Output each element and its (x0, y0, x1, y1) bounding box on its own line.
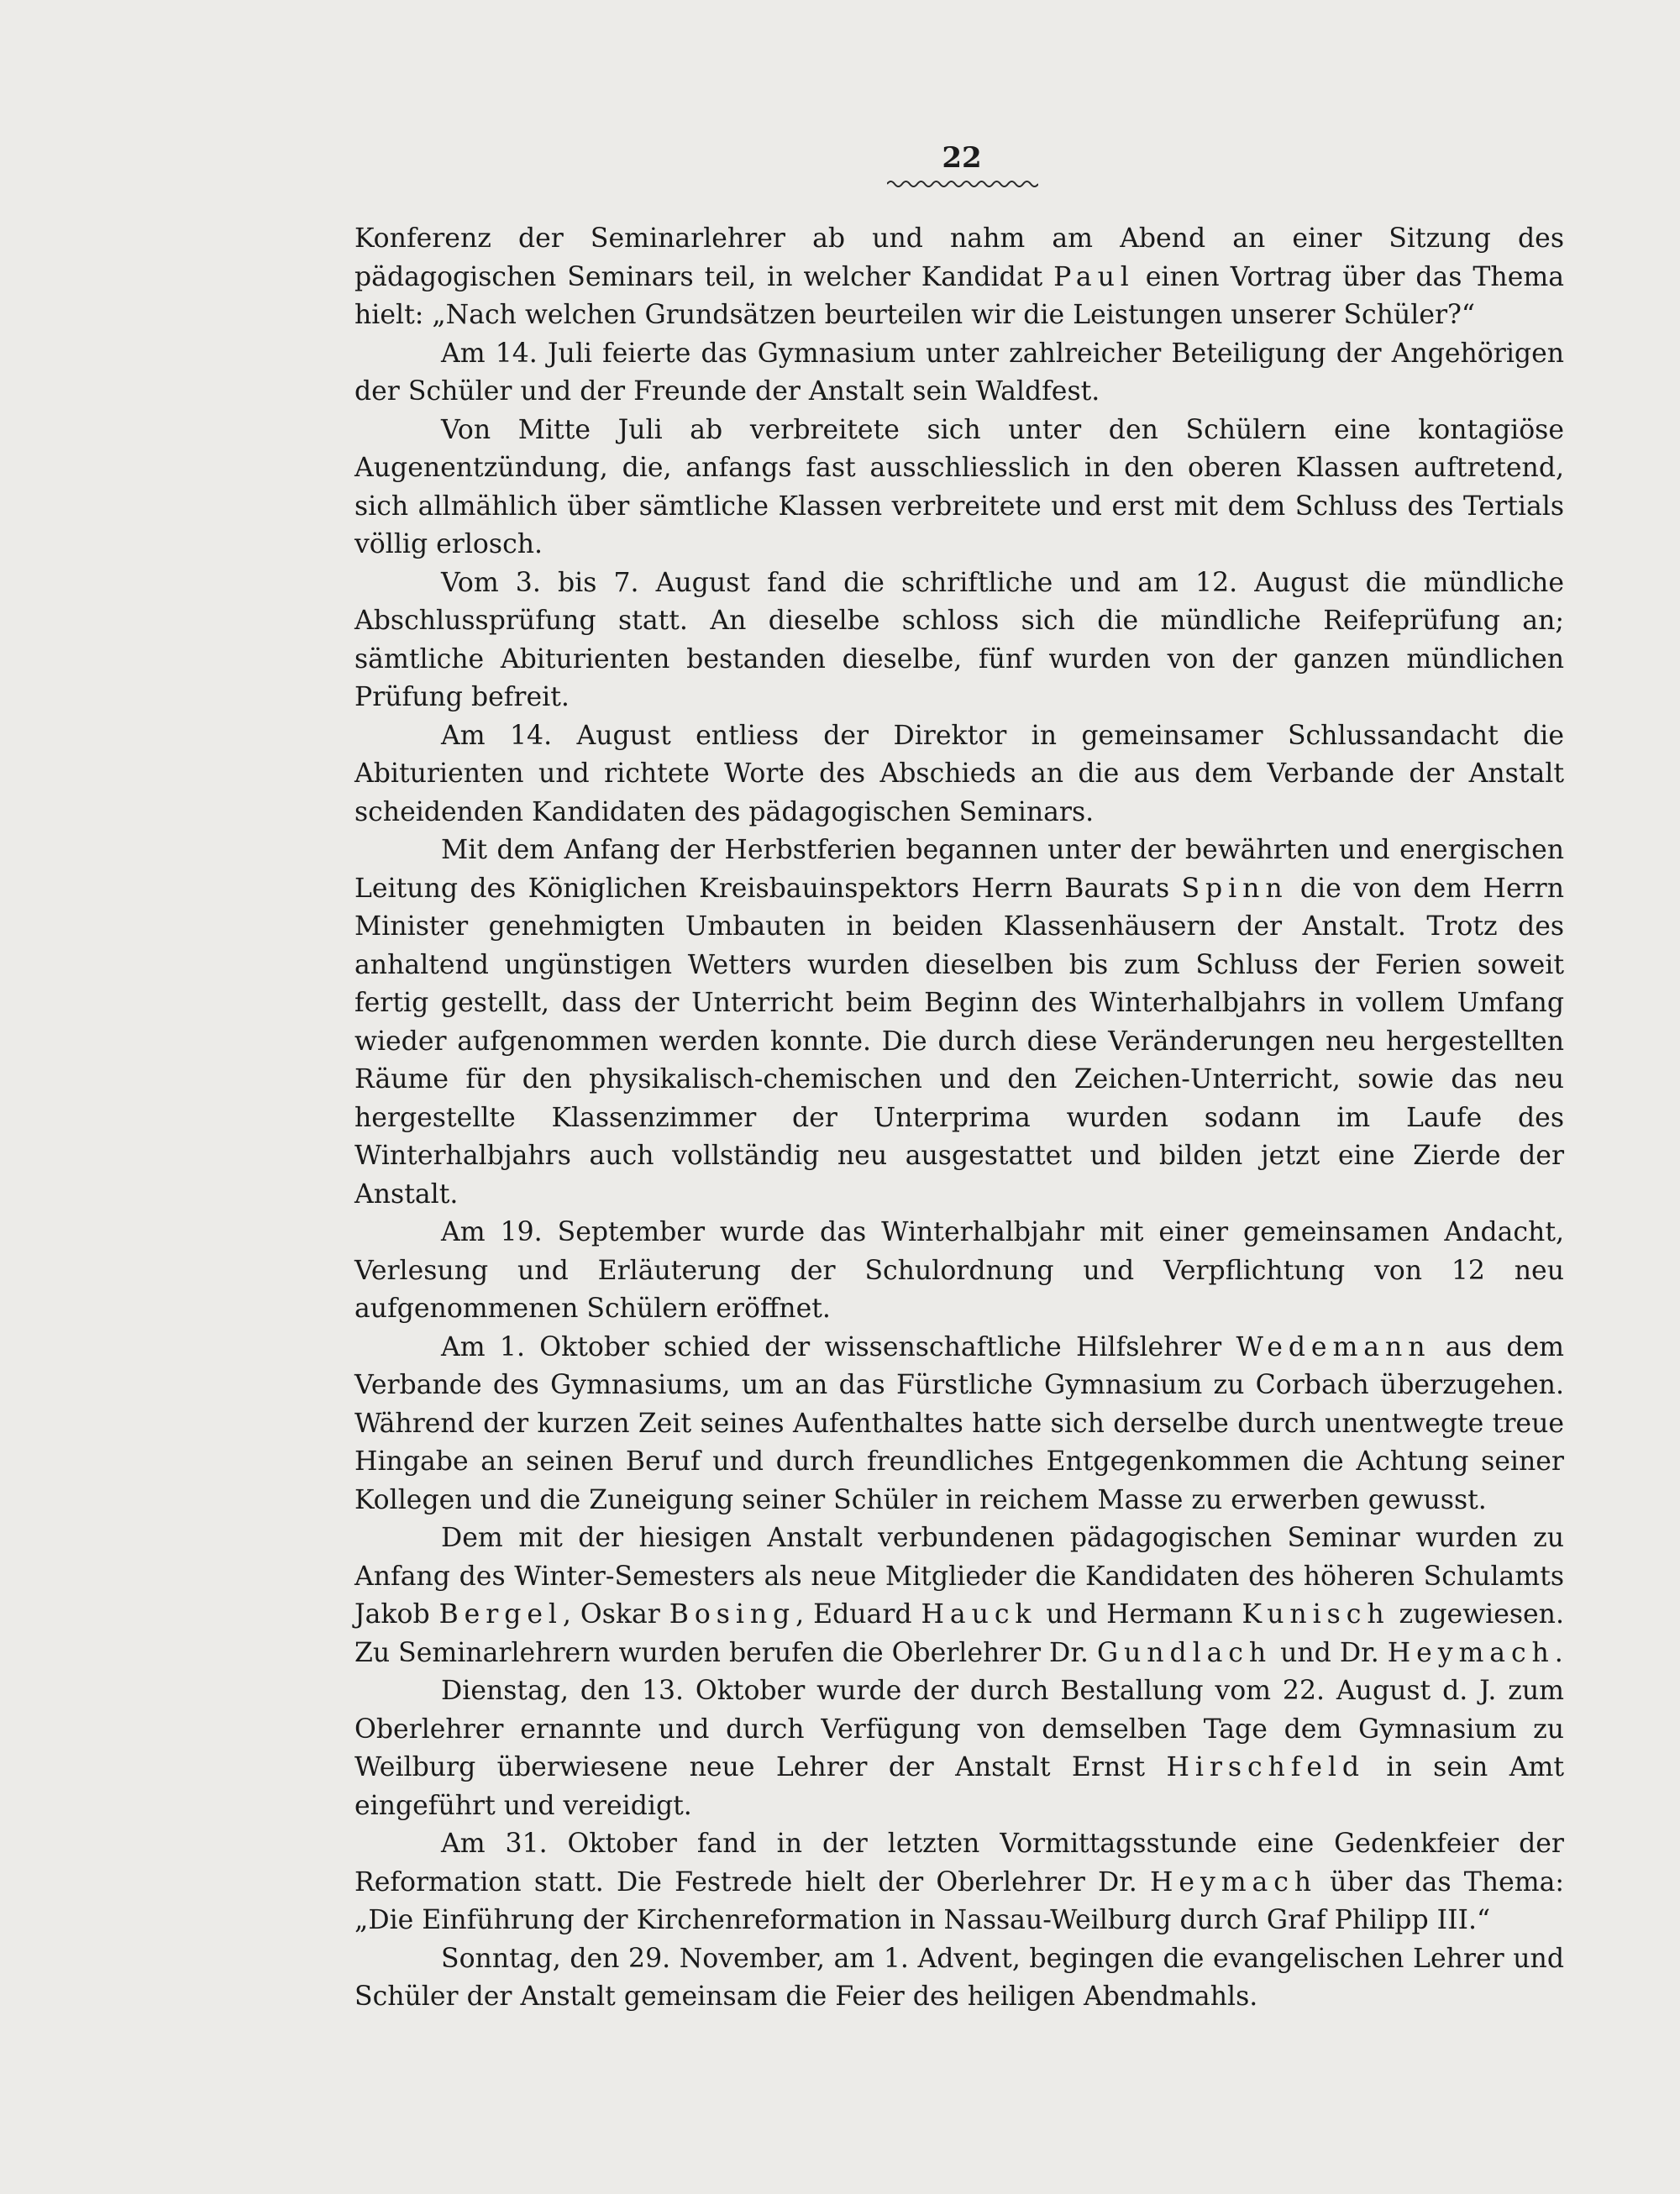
text-run: Am 1. Oktober schied der wissenschaftliche Hilfslehrer (441, 1331, 1236, 1362)
text-run: Am 31. Oktober fand in der letzten Vormittagsstunde eine Gedenkfeier der Reformation statt. Die Festrede hielt der Oberlehrer Dr. (354, 1829, 1564, 1897)
page-number-ornament (887, 178, 1038, 190)
paragraph (354, 1329, 1564, 1520)
spaced-name: Bergel (438, 1599, 563, 1630)
text-run: Dem mit der hiesigen Anstalt verbundenen pädagogischen Seminar wurden zu Anfang des Winter-Semesters als neue Mitglieder die Kandidaten des höheren Schulamts Jakob (354, 1523, 1564, 1630)
text-run: , Oskar (562, 1599, 669, 1630)
paragraph (354, 717, 1564, 832)
text-run: Am 19. September wurde das Winterhalbjahr mit einer gemeinsamen Andacht, Verlesung und Erläuterung der Schulordnung und Verpflichtung von 12 neu aufgenommenen Schülern eröffnet. (354, 1217, 1564, 1324)
paragraph (354, 1672, 1564, 1825)
paragraph (354, 1520, 1564, 1672)
paragraph (354, 412, 1564, 564)
spaced-name: Wedemann (1236, 1331, 1431, 1362)
paragraph (354, 564, 1564, 717)
spaced-name: Hauck (921, 1599, 1037, 1630)
page-number: 22 (942, 141, 982, 175)
text-run: die von dem Herrn Minister genehmigten Umbauten in beiden Klassenhäusern der Anstalt. Trotz des anhaltend ungünstigen Wetters wurden dieselben bis zum Schluss der Ferien soweit fertig gestellt, dass der Unterricht beim Beginn des Winterhalbjahrs in vollem Umfang wieder aufgenommen werden konnte. Die durch diese Veränderungen neu hergestellten Räume für den physikalisch-chemischen und den Zeichen-Unterricht, sowie das neu hergestellte Klassenzimmer der Unterprima wurden sodann im Laufe des Winterhalbjahrs auch vollständig neu ausgestattet und bilden jetzt eine Zierde der Anstalt. (354, 873, 1564, 1210)
paragraph (354, 832, 1564, 1214)
text-run: und Hermann (1037, 1599, 1242, 1630)
spaced-name: Heymach (1387, 1637, 1555, 1668)
text-run: einen Vortrag über das Thema hielt: „Nach welchen Grundsätzen beurteilen wir die Leistungen unserer Schüler?“ (354, 261, 1565, 330)
paragraph (354, 1825, 1564, 1940)
text-run: über das Thema: „Die Einführung der Kirchenreformation in Nassau-Weilburg durch Graf Philipp III.“ (354, 1866, 1564, 1935)
spaced-name: Bosing (669, 1599, 796, 1630)
text-run: in sein Amt eingeführt und vereidigt. (354, 1752, 1564, 1821)
paragraph (354, 1940, 1564, 2017)
spaced-name: Spinn (1181, 873, 1289, 904)
text-run: zugewiesen. Zu Seminarlehrern wurden berufen die Oberlehrer Dr. (354, 1599, 1564, 1668)
paragraph (354, 220, 1564, 335)
text-run: Sonntag, den 29. November, am 1. Advent, begingen die evangelischen Lehrer und Schüler der Anstalt gemeinsam die Feier des heiligen Abendmahls. (354, 1943, 1564, 2012)
spaced-name: Hirschfeld (1166, 1752, 1365, 1782)
spaced-name: Kunisch (1242, 1599, 1390, 1630)
spaced-name: Gundlach (1096, 1637, 1273, 1668)
paragraph (354, 335, 1564, 412)
text-run: , Eduard (795, 1599, 921, 1630)
paragraph (354, 1214, 1564, 1329)
spaced-name: Heymach (1150, 1866, 1317, 1897)
body-text (354, 220, 1564, 2017)
text-run: und Dr. (1272, 1637, 1388, 1668)
text-run: Vom 3. bis 7. August fand die schriftliche und am 12. August die mündliche Abschlussprüfung statt. An dieselbe schloss sich die mündliche Reifeprüfung an; sämtliche Abiturienten bestanden dieselbe, fünf wurden von der ganzen mündlichen Prüfung befreit. (354, 567, 1564, 712)
text-run: aus dem Verbande des Gymnasiums, um an das Fürstliche Gymnasium zu Corbach überzugehen. Während der kurzen Zeit seines Aufenthaltes hatte sich derselbe durch unentwegte treue Hingabe an seinen Beruf und durch freundliches Entgegenkommen die Achtung seiner Kollegen und die Zuneigung seiner Schüler in reichem Masse zu erwerben gewusst. (354, 1331, 1564, 1515)
text-run: Konferenz der Seminarlehrer ab und nahm am Abend an einer Sitzung des pädagogischen Seminars teil, in welcher Kandidat (354, 223, 1564, 292)
spaced-name: Paul (1053, 261, 1135, 292)
text-run: Dienstag, den 13. Oktober wurde der durch Bestallung vom 22. August d. J. zum Oberlehrer ernannte und durch Verfügung von demselben Tage dem Gymnasium zu Weilburg überwiesene neue Lehrer der Anstalt Ernst (354, 1676, 1564, 1782)
text-run: Am 14. Juli feierte das Gymnasium unter zahlreicher Beteiligung der Angehörigen der Schüler und der Freunde der Anstalt sein Waldfest. (354, 338, 1564, 407)
text-run: Am 14. August entliess der Direktor in gemeinsamer Schlussandacht die Abiturienten und richtete Worte des Abschieds an die aus dem Verbande der Anstalt scheidenden Kandidaten des pädagogischen Seminars. (354, 720, 1564, 827)
text-run: Mit dem Anfang der Herbstferien begannen unter der bewährten und energischen Leitung des Königlichen Kreisbauinspektors Herrn Baurats (354, 835, 1564, 904)
text-run: . (1554, 1637, 1563, 1668)
text-run: Von Mitte Juli ab verbreitete sich unter den Schülern eine kontagiöse Augenentzündung, die, anfangs fast ausschliesslich in den oberen Klassen auftretend, sich allmählich über sämtliche Klassen verbreitete und erst mit dem Schluss des Tertials völlig erlosch. (354, 414, 1564, 559)
